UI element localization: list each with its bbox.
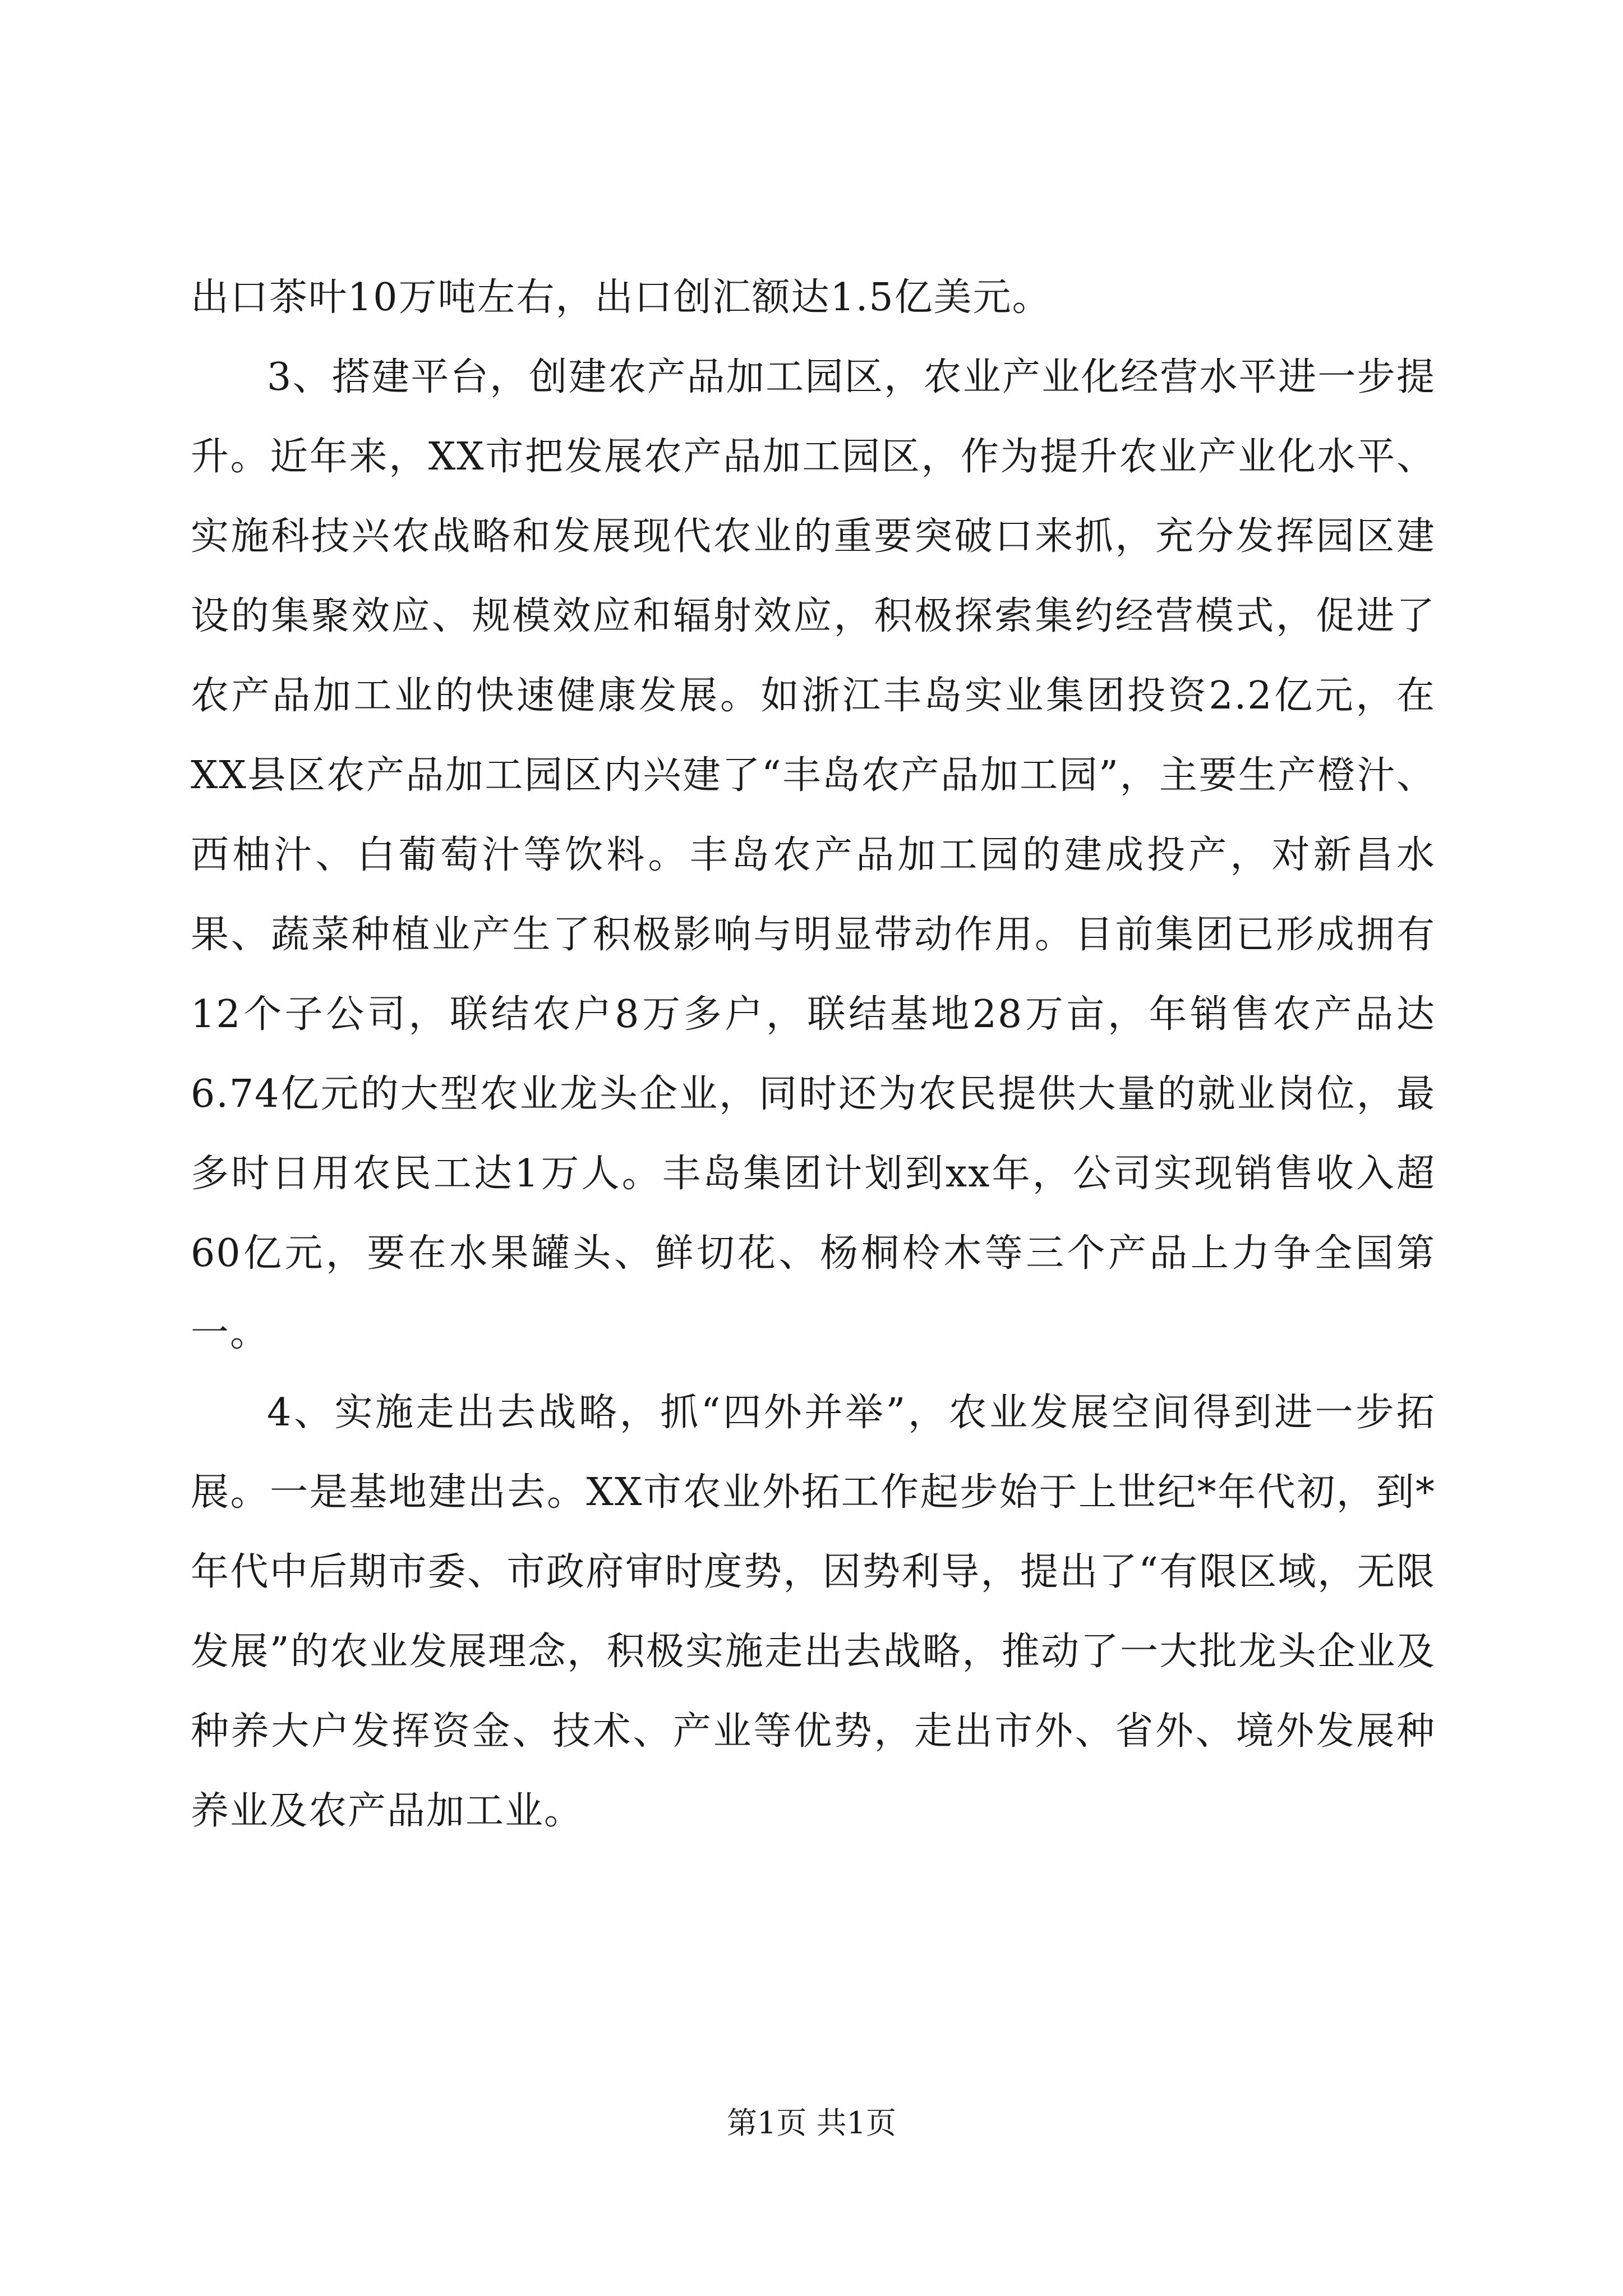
page-footer: 第1页 共1页 [727,2105,896,2141]
paragraph-item-4: 4、实施走出去战略，抓“四外并举”，农业发展空间得到进一步拓展。一是基地建出去。XX市农业外拓工作起步始于上世纪*年代初，到*年代中后期市委、市政府审时度势，因势利导，提出了“有限区域，无限发展”的农业发展理念，积极实施走出去战略，推动了一大批龙头企业及种养大户发挥资金、技术、产业等优势，走出市外、省外、境外发展种养业及农产品加工业。 [191,1391,1436,1833]
paragraph-continuation: 出口茶叶10万吨左右，出口创汇额达1.5亿美元。 [191,275,1052,320]
paragraph-item-3: 3、搭建平台，创建农产品加工园区，农业产业化经营水平进一步提升。近年来，XX市把发展农产品加工园区，作为提升农业产业化水平、实施科技兴农战略和发展现代农业的重要突破口来抓，充分发挥园区建设的集聚效应、规模效应和辐射效应，积极探索集约经营模式，促进了农产品加工业的快速健康发展。如浙江丰岛实业集团投资2.2亿元，在XX县区农产品加工园区内兴建了“丰岛农产品加工园”，主要生产橙汁、西柚汁、白葡萄汁等饮料。丰岛农产品加工园的建成投产，对新昌水果、蔬菜种植业产生了积极影响与明显带动作用。目前集团已形成拥有12个子公司，联结农户8万多户，联结基地28万亩，年销售农产品达6.74亿元的大型农业龙头企业，同时还为农民提供大量的就业岗位，最多时日用农民工达1万人。丰岛集团计划到xx年，公司实现销售收入超60亿元，要在水果罐头、鲜切花、杨桐柃木等三个产品上力争全国第一。 [191,355,1436,1355]
document-body [191,258,1436,1851]
